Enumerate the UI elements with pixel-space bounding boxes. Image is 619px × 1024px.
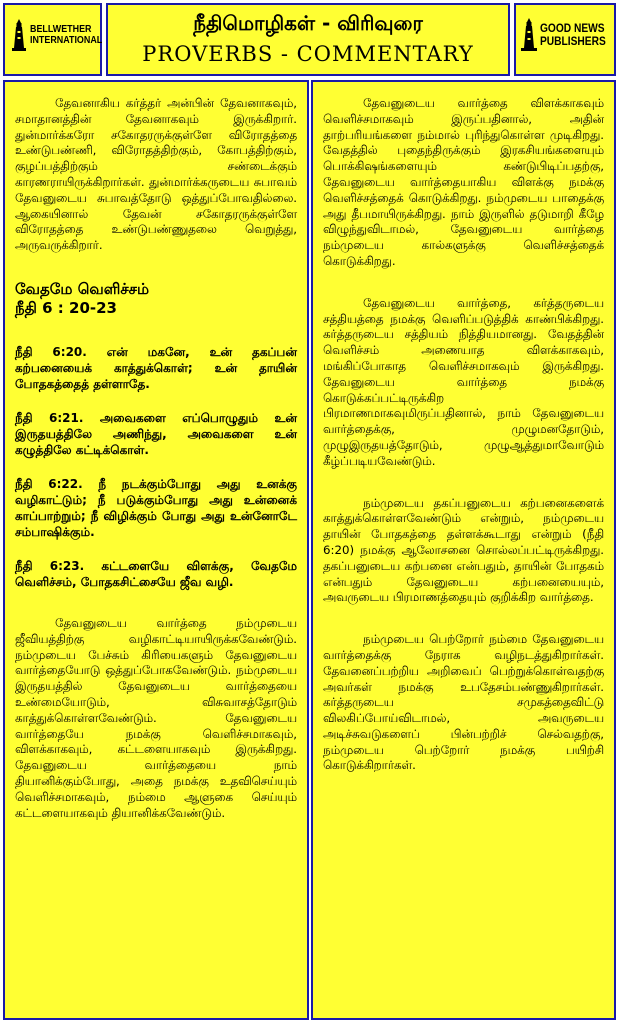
verse-6-23: நீதி 6:23. கட்டளையே விளக்கு, வேதமே வெளிச்சம், போதகசிட்சையே ஜீவ வழி. — [15, 558, 297, 589]
spacer — [15, 254, 297, 280]
spacer — [323, 270, 604, 296]
right-paragraph-4: நம்முடைய பெற்றோர் நம்மை தேவனுடைய வார்த்தைக்கு நேராக வழிநடத்துகிறார்கள். தேவனைப்பற்றிய அறிவைப் பெற்றுக்கொள்வதற்கு அவர்கள் நமக்கு உபதேசம்பண்ணுகிறார்கள். கர்த்தருடைய சமுகத்தைவிட்டு விலகிப்போய்விடாமல், அவருடைய அடிச்சுவடுகளைப் பின்பற்றிச் செல்வதற்கு, நம்முடைய பெற்றோர் நமக்கு பயிற்சி கொடுக்கிறார்கள். — [323, 632, 604, 773]
right-column — [311, 80, 616, 1020]
spacer — [15, 458, 297, 476]
bellwether-logo — [11, 18, 115, 52]
title-tamil: நீதிமொழிகள் - விரிவுரை — [193, 11, 423, 35]
lighthouse-icon — [11, 18, 27, 52]
section-reference: நீதி 6 : 20-23 — [15, 298, 117, 317]
intro-paragraph: தேவனாகிய கர்த்தர் அன்பின் தேவனாகவும், சமாதானத்தின் தேவனாகவும் இருக்கிறார். துன்மார்க்கரோ சகோதரருக்குள்ளே விரோதத்தை உண்டுபண்ணி, விரோதத்திற்கும், கோபத்திற்கும், குழப்பத்திற்கும் சண்டைக்கும் காரணராயிருக்கிறார்கள். துன்மார்க்கருடைய சுபாவம் தேவனுடைய சுபாவத்தோடு ஒத்துப்போவதில்லை. ஆகையினால் தேவன் சகோதரருக்குள்ளே விரோதத்தை உண்டுபண்ணுதலை வெறுத்து, அருவருக்கிறார். — [15, 96, 297, 253]
right-logo-line2: PUBLISHERS — [540, 34, 606, 48]
right-paragraph-1: தேவனுடைய வார்த்தை விளக்காகவும் வெளிச்சமாகவும் இருப்பதினால், அதின் தாற்பரியங்களை நம்மால் புரிந்துகொள்ள முடிகிறது. வேதத்தில் புதைந்திருக்கும் இரகசியங்களையும் பொக்கிஷங்களையும் கண்டுபிடிப்பதற்கு, தேவனுடைய வார்த்தையாகிய விளக்கு நமக்கு வெளிச்சத்தைக் கொடுக்கிறது. நம்முடைய பாதைக்கு அது தீபமாயிருக்கிறது. நாம் இருளில் தடுமாறி கீழே விழுந்துவிடாமல், தேவனுடைய வார்த்தை நம்முடைய கால்களுக்கு வெளிச்சத்தைக் கொடுக்கிறது. — [323, 96, 604, 268]
closing-paragraph: தேவனுடைய வார்த்தை நம்முடைய ஜீவியத்திற்கு வழிகாட்டியாயிருக்கவேண்டும். நம்முடைய பேச்சும் கிரியைகளும் தேவனுடைய வார்த்தையோடு ஒத்துப்போகவேண்டும். நம்முடைய இருதயத்தில் தேவனுடைய வார்த்தையை உண்மையோடும், விசுவாசத்தோடும் காத்துக்கொள்ளவேண்டும். தேவனுடைய வார்த்தையே நமக்கு வெளிச்சமாகவும், விளக்காகவும், கட்டளையாகவும் இருக்கிறது. தேவனுடைய வார்த்தையை நாம் தியானிக்கும்போது, அதை நமக்கு உதவிசெய்யும் வெளிச்சமாகவும், நம்மை ஆளுகை செய்யும் கட்டளையாகவும் தியானிக்கவேண்டும். — [15, 615, 297, 820]
right-paragraph-3: நம்முடைய தகப்பனுடைய கற்பனைகளைக் காத்துக்கொள்ளவேண்டும் என்றும், நம்முடைய தாயின் போதகத்தை தள்ளக்கூடாது என்றும் (நீதி 6:20) நமக்கு ஆலோசனை சொல்லப்பட்டிருக்கிறது. தகப்பனுடைய கற்பனை என்பதும், தாயின் போதகம் என்பதும் தேவனுடைய கற்பனையையும், அவருடைய பிரமாணத்தையும் குறிக்கிற வார்த்தை. — [323, 495, 604, 605]
left-column — [3, 80, 309, 1020]
header-title-box — [106, 3, 510, 76]
spacer — [15, 540, 297, 558]
spacer — [15, 392, 297, 410]
lighthouse-icon — [520, 17, 538, 53]
spacer — [323, 470, 604, 496]
left-logo-line2: INTERNATIONAL — [30, 34, 103, 46]
spacer — [15, 318, 297, 344]
right-paragraph-2: தேவனுடைய வார்த்தை, கர்த்தருடைய சத்தியத்தை நமக்கு வெளிப்படுத்திக் காண்பிக்கிறது. கர்த்தருடைய சத்தியம் நித்தியமானது. வேதத்தின் வெளிச்சம் அணையாத விளக்காகவும், மங்கிப்போகாத வெளிச்சமாகவும் இருக்கிறது. தேவனுடைய வார்த்தை நமக்கு கொடுக்கப்பட்டிருக்கிற பிரமாணமாகவுமிருப்பதினால், நாம் தேவனுடைய வார்த்தைக்கு, முழுமனதோடும், முழுஇருதயத்தோடும், முழுஆத்துமாவோடும் கீழ்ப்படியவேண்டும். — [323, 295, 604, 468]
left-logo-line1: BELLWETHER — [30, 23, 92, 35]
spacer — [15, 590, 297, 616]
title-english: PROVERBS - COMMENTARY — [142, 42, 474, 66]
spacer — [323, 606, 604, 632]
good-news-logo — [520, 17, 617, 53]
section-title: வேதமே வெளிச்சம் — [15, 279, 150, 298]
verse-6-20: நீதி 6:20. என் மகனே, உன் தகப்பன் கற்பனையைக் காத்துக்கொள்; உன் தாயின் போதகத்தைத் தள்ளாதே. — [15, 344, 297, 391]
verse-6-22: நீதி 6:22. நீ நடக்கும்போது அது உனக்கு வழிகாட்டும்; நீ படுக்கும்போது அது உன்னைக் காப்பாற்றும்; நீ விழிக்கும் போது அது உன்னோடே சம்பாஷிக்கும். — [15, 476, 297, 539]
right-logo-line1: GOOD NEWS — [540, 21, 605, 35]
header-left-logo-box — [3, 3, 102, 76]
header-right-logo-box — [514, 3, 616, 76]
verse-6-21: நீதி 6:21. அவைகளை எப்பொழுதும் உன் இருதயத்திலே அணிந்து, அவைகளை உன் கழுத்திலே கட்டிக்கொள். — [15, 410, 297, 457]
